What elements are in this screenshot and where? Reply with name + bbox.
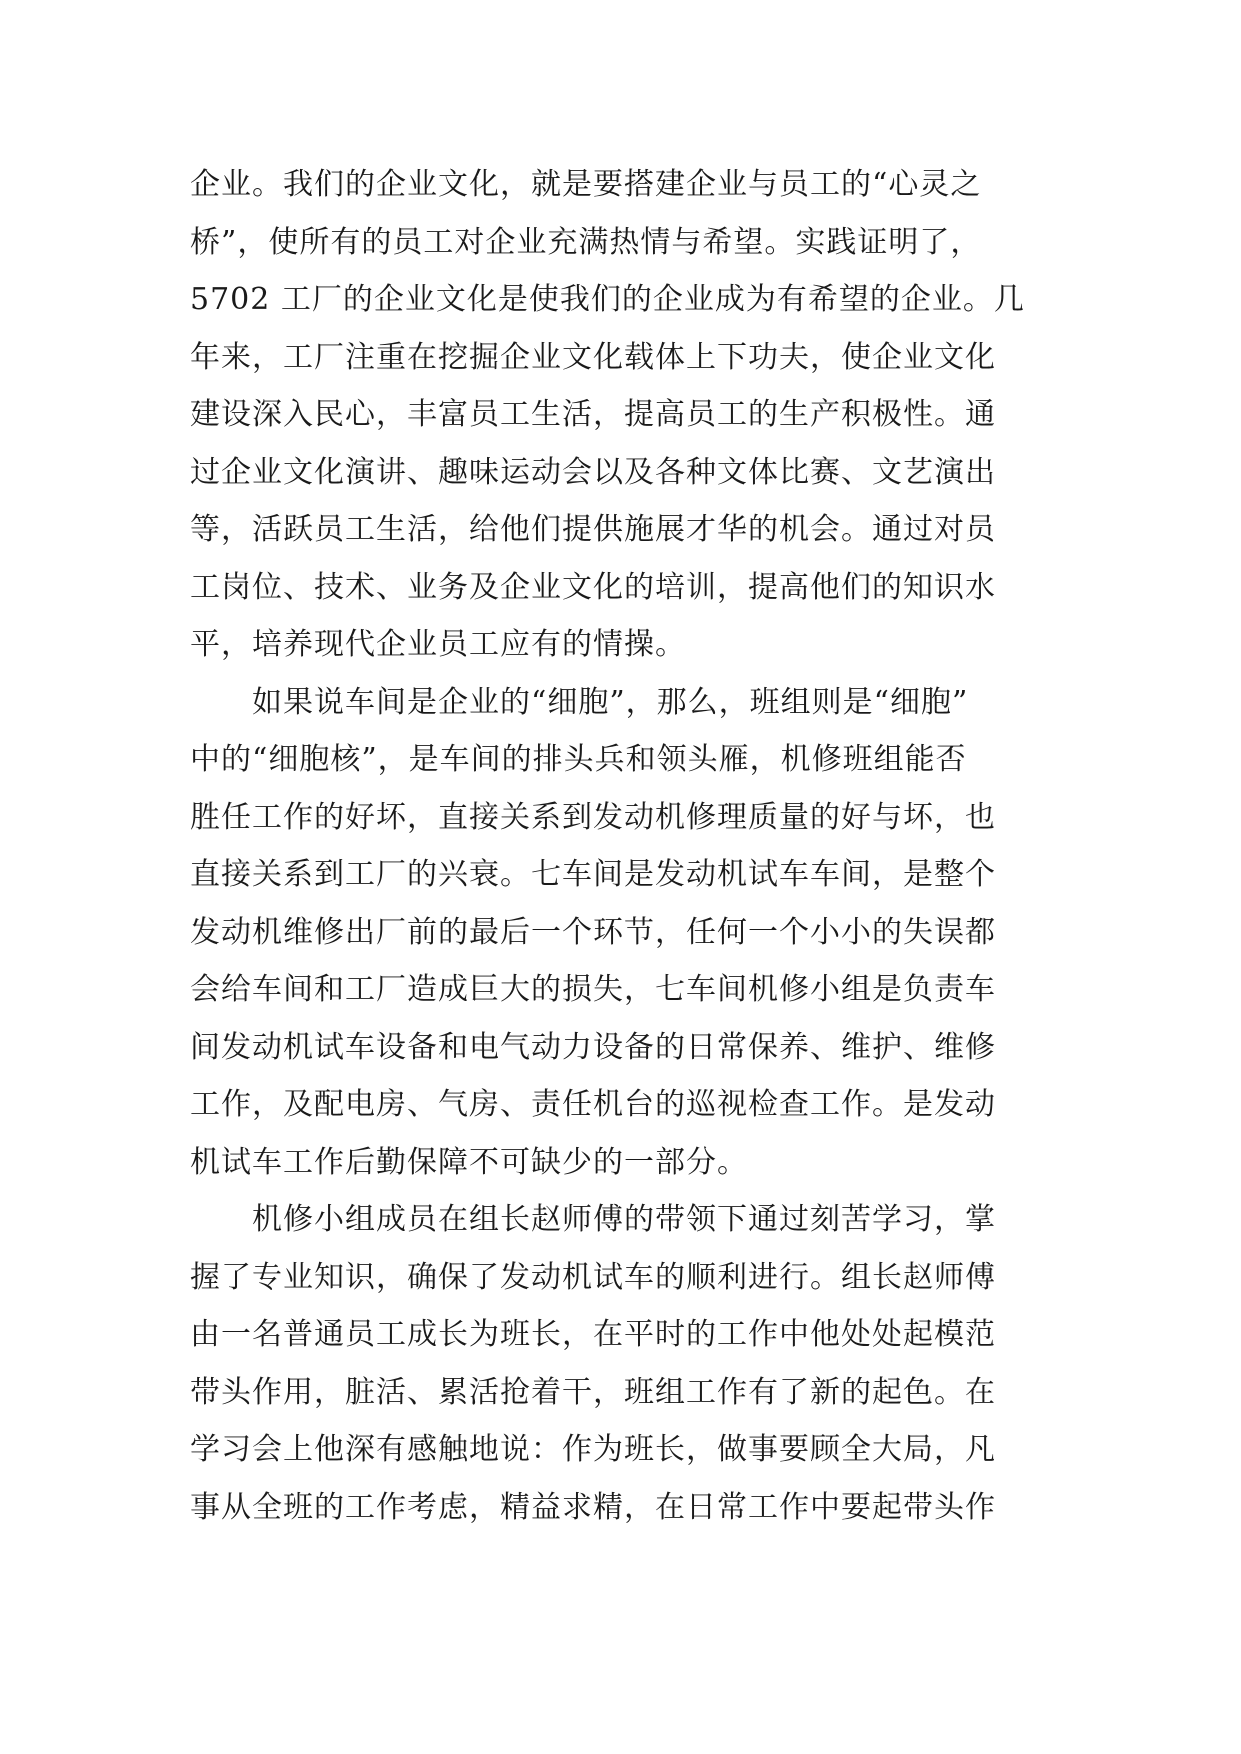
text-line: 由一名普通员工成长为班长，在平时的工作中他处处起模范 [190, 1317, 996, 1352]
text-line: 会给车间和工厂造成巨大的损失，七车间机修小组是负责车 [190, 972, 996, 1007]
text-line: 带头作用，脏活、累活抢着干，班组工作有了新的起色。在 [190, 1374, 996, 1410]
text-line: 过企业文化演讲、趣味运动会以及各种文体比赛、文艺演出 [190, 454, 996, 490]
body-text [190, 156, 1052, 1536]
text-line: 握了专业知识，确保了发动机试车的顺利进行。组长赵师傅 [190, 1259, 996, 1295]
text-line: 事从全班的工作考虑，精益求精，在日常工作中要起带头作 [190, 1489, 996, 1525]
text-line: 如果说车间是企业的“细胞”，那么，班组则是“细胞” [190, 684, 969, 720]
text-line: 机试车工作后勤保障不可缺少的一部分。 [190, 1144, 748, 1180]
text-line: 年来，工厂注重在挖掘企业文化载体上下功夫，使企业文化 [190, 339, 996, 375]
text-line: 工作，及配电房、气房、责任机台的巡视检查工作。是发动 [190, 1087, 996, 1122]
text-line: 平，培养现代企业员工应有的情操。 [190, 627, 686, 662]
text-line: 等，活跃员工生活，给他们提供施展才华的机会。通过对员 [190, 512, 996, 547]
text-line: 建设深入民心，丰富员工生活，提高员工的生产积极性。通 [190, 397, 996, 432]
text-line: 桥”，使所有的员工对企业充满热情与希望。实践证明了， [190, 224, 982, 260]
text-line: 直接关系到工厂的兴衰。七车间是发动机试车车间，是整个 [190, 857, 996, 892]
text-line: 机修小组成员在组长赵师傅的带领下通过刻苦学习，掌 [190, 1202, 996, 1237]
text-line: 工岗位、技术、业务及企业文化的培训，提高他们的知识水 [190, 569, 996, 605]
text-line: 学习会上他深有感触地说：作为班长，做事要顾全大局，凡 [190, 1432, 996, 1467]
text-line: 中的“细胞核”，是车间的排头兵和领头雁，机修班组能否 [190, 742, 967, 777]
text-line: 间发动机试车设备和电气动力设备的日常保养、维护、维修 [190, 1029, 996, 1065]
text-line: 5702 工厂的企业文化是使我们的企业成为有希望的企业。几 [190, 282, 1025, 317]
text-line: 胜任工作的好坏，直接关系到发动机修理质量的好与坏，也 [190, 799, 996, 835]
text-line: 企业。我们的企业文化，就是要搭建企业与员工的“心灵之 [190, 167, 982, 202]
text-line: 发动机维修出厂前的最后一个环节，任何一个小小的失误都 [190, 914, 996, 950]
